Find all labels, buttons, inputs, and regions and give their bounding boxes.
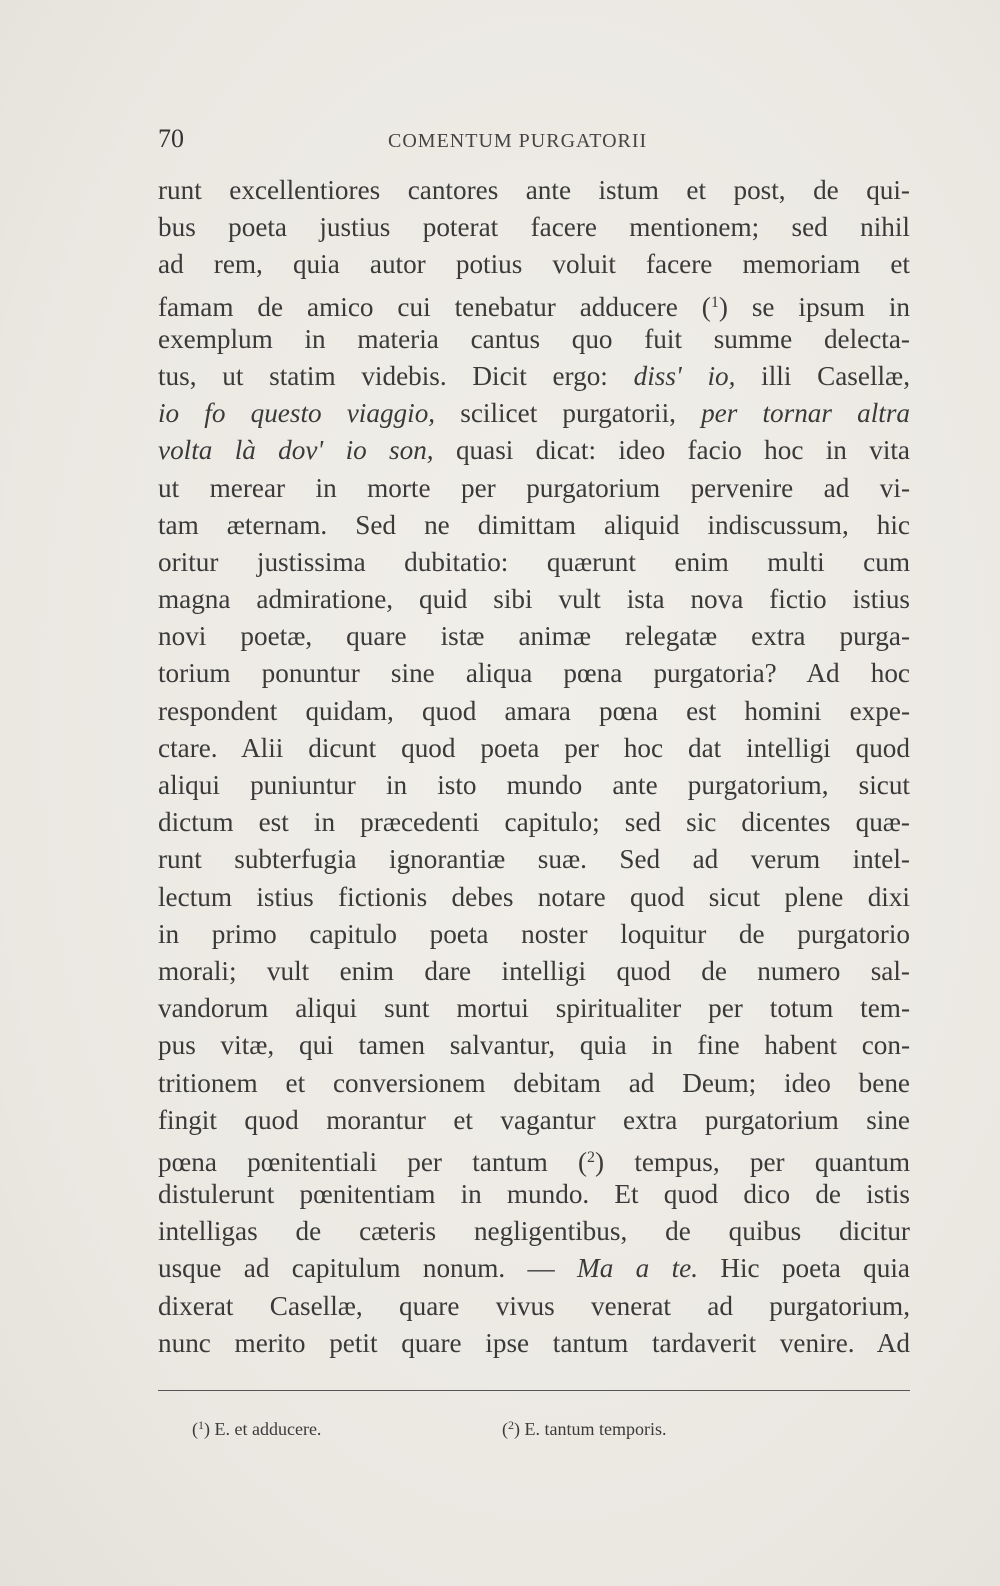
running-title: COMENTUM PURGATORII xyxy=(388,130,648,152)
text-line xyxy=(158,1250,910,1287)
text-segment: ad rem, quia autor potius voluit facere memoriam et xyxy=(158,249,910,280)
text-line xyxy=(158,470,910,507)
text-line xyxy=(158,1325,910,1362)
text-segment: fingit quod morantur et vagantur extra purgatorium sine xyxy=(158,1104,910,1135)
text-line xyxy=(158,767,910,804)
text-line xyxy=(158,693,910,730)
text-segment: pus vitæ, qui tamen salvantur, quia in fine habent con- xyxy=(158,1030,910,1061)
footnote-marker: 1 xyxy=(198,1418,204,1432)
text-segment: tritionem et conversionem debitam ad Deum; ideo bene xyxy=(158,1067,910,1098)
text-line xyxy=(158,990,910,1027)
text-line xyxy=(158,655,910,692)
footnote-rule xyxy=(158,1390,910,1391)
page-header xyxy=(158,124,910,164)
body-text xyxy=(158,172,910,1362)
text-segment: illi Casellæ, xyxy=(735,360,910,391)
text-segment: nunc merito petit quare ipse tantum tardaverit venire. Ad xyxy=(158,1327,910,1358)
text-line xyxy=(158,246,910,283)
text-segment: novi poetæ, quare istæ animæ relegatæ extra purga- xyxy=(158,621,910,652)
text-segment: dixerat Casellæ, quare vivus venerat ad purgatorium, xyxy=(158,1290,910,1321)
footnote-text: E. et adducere. xyxy=(214,1419,322,1439)
text-line xyxy=(158,1176,910,1213)
text-line xyxy=(158,916,910,953)
text-line xyxy=(158,1139,910,1176)
text-line xyxy=(158,432,910,469)
text-line xyxy=(158,284,910,321)
text-line xyxy=(158,1065,910,1102)
text-segment: vandorum aliqui sunt mortui spiritualiter per totum tem- xyxy=(158,993,910,1024)
text-segment: quasi dicat: ideo facio hoc in vita xyxy=(433,435,910,466)
text-segment: ut merear in morte per purgatorium pervenire ad vi- xyxy=(158,472,910,503)
text-segment: scilicet purgatorii, xyxy=(435,398,702,429)
text-segment: volta là dov' io son, xyxy=(158,435,434,466)
text-segment: per tornar altra xyxy=(701,398,910,429)
text-segment: exemplum in materia cantus quo fuit summe delecta- xyxy=(158,323,910,354)
text-line xyxy=(158,730,910,767)
text-segment: aliqui puniuntur in isto mundo ante purgatorium, sicut xyxy=(158,770,910,800)
footnote-reference: 1 xyxy=(710,293,719,311)
text-segment: ) se ipsum in xyxy=(718,291,910,322)
text-line xyxy=(158,358,910,395)
text-line xyxy=(158,841,910,878)
text-line xyxy=(158,618,910,655)
text-segment: Hic poeta quia xyxy=(698,1253,910,1284)
text-line xyxy=(158,1213,910,1250)
text-line xyxy=(158,507,910,544)
text-segment: in primo capitulo poeta noster loquitur de purgatorio xyxy=(158,918,910,949)
text-segment: ) tempus, per quantum xyxy=(595,1146,910,1177)
text-line xyxy=(158,581,910,618)
text-segment: io fo questo viaggio, xyxy=(158,398,436,429)
text-line xyxy=(158,209,910,246)
text-line xyxy=(158,804,910,841)
text-line xyxy=(158,1102,910,1139)
text-line xyxy=(158,544,910,581)
text-segment: dictum est in præcedenti capitulo; sed sic dicentes quæ- xyxy=(158,807,910,838)
text-segment: diss' io, xyxy=(633,360,736,391)
text-segment: Ma a te. xyxy=(577,1253,698,1284)
text-segment: oritur justissima dubitatio: quærunt enim multi cum xyxy=(158,546,910,577)
text-line xyxy=(158,395,910,432)
text-segment: distulerunt pœnitentiam in mundo. Et quod dico de istis xyxy=(158,1179,910,1210)
text-segment: usque ad capitulum nonum. — xyxy=(158,1253,578,1284)
text-line xyxy=(158,1027,910,1064)
text-segment: intelligas de cæteris negligentibus, de quibus dicitur xyxy=(158,1216,910,1247)
text-segment: pœna pœnitentiali per tantum ( xyxy=(158,1146,588,1177)
text-segment: ctare. Alii dicunt quod poeta per hoc dat intelligi quod xyxy=(158,732,910,763)
footnote-marker: 2 xyxy=(508,1418,514,1432)
footnote-2: ($^2$) E. tantum temporis. xyxy=(502,1418,667,1439)
footnote-1: ($^1$) E. et adducere. xyxy=(192,1418,322,1439)
footnote-reference: 2 xyxy=(587,1148,596,1166)
text-segment: magna admiratione, quid sibi vult ista nova fictio istius xyxy=(158,584,910,615)
text-line xyxy=(158,1288,910,1325)
text-segment: respondent quidam, quod amara pœna est homini expe- xyxy=(158,695,910,726)
text-segment: tus, ut statim videbis. Dicit ergo: xyxy=(158,360,634,391)
text-segment: runt excellentiores cantores ante istum et post, de qui- xyxy=(158,175,910,205)
page-number: 70 xyxy=(158,124,184,153)
text-line xyxy=(158,879,910,916)
text-segment: famam de amico cui tenebatur adducere ( xyxy=(158,291,711,322)
footnote-text: E. tantum temporis. xyxy=(524,1419,667,1439)
text-segment: morali; vult enim dare intelligi quod de numero sal- xyxy=(158,955,910,986)
text-segment: bus poeta justius poterat facere mentionem; sed nihil xyxy=(158,212,910,243)
text-line xyxy=(158,321,910,358)
text-segment: tam æternam. Sed ne dimittam aliquid indiscussum, hic xyxy=(158,509,910,540)
text-segment: torium ponuntur sine aliqua pœna purgatoria? Ad hoc xyxy=(158,658,910,689)
text-line xyxy=(158,953,910,990)
text-line xyxy=(158,172,910,209)
text-segment: lectum istius fictionis debes notare quod sicut plene dixi xyxy=(158,881,910,912)
text-segment: runt subterfugia ignorantiæ suæ. Sed ad verum intel- xyxy=(158,844,910,875)
